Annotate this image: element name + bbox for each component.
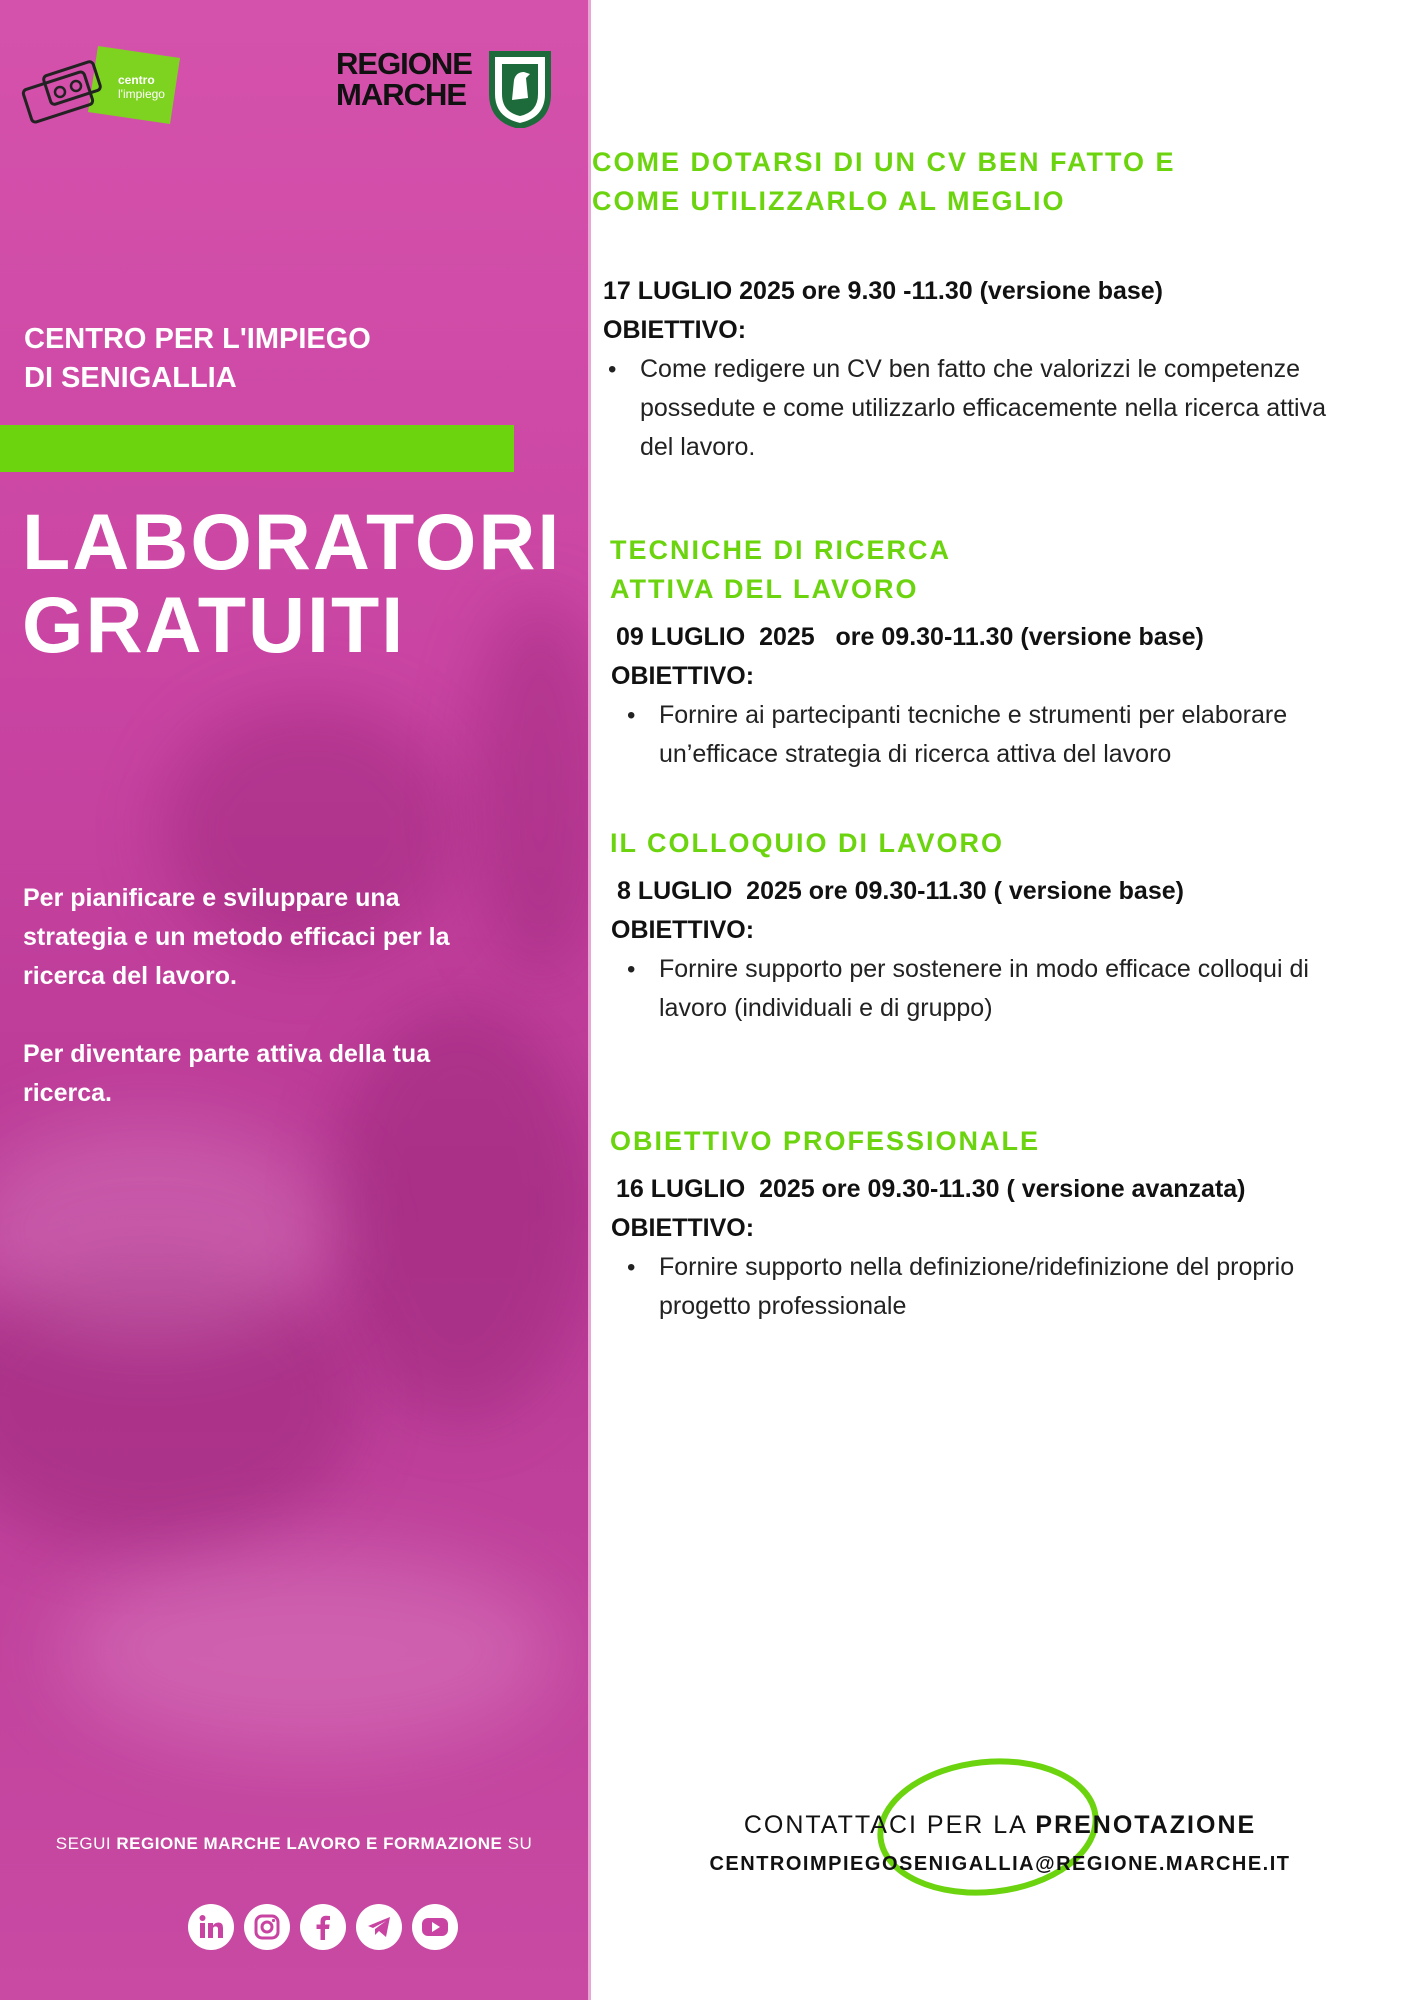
- section-1-bullet-text: Come redigere un CV ben fatto che valorizzi le competenze possedute e come utilizzarlo efficacemente nella ricerca attiva del lavoro.: [640, 355, 1326, 461]
- main-title: [22, 497, 582, 669]
- main-title-line2: GRATUITI: [22, 580, 406, 669]
- section-4-bullet: [627, 1248, 1379, 1326]
- section-1-title-line1: COME DOTARSI DI UN CV BEN FATTO E: [592, 147, 1176, 177]
- section-3-bullet: [627, 950, 1379, 1028]
- section-2-title: [610, 531, 951, 609]
- intro-paragraph-2: Per diventare parte attiva della tua ricerca.: [23, 1040, 431, 1107]
- section-2-bullet-text: Fornire ai partecipanti tecniche e strumenti per elaborare un’efficace strategia di ricerca attiva del lavoro: [659, 701, 1288, 768]
- bullet-dot-icon: •: [627, 1254, 636, 1281]
- regione-logo-line1: REGIONE: [336, 46, 472, 81]
- green-accent-bar: [0, 425, 514, 472]
- section-4-bullet-text: Fornire supporto nella definizione/ridefinizione del proprio progetto professionale: [659, 1253, 1295, 1320]
- center-name-line1: CENTRO PER L'IMPIEGO: [24, 323, 371, 355]
- contact-cta-prefix: CONTATTACI PER LA: [743, 1811, 1036, 1839]
- social-icons-row: [188, 1904, 458, 1950]
- svg-text:l'impiego: l'impiego: [118, 87, 165, 101]
- section-2-date: 09 LUGLIO 2025 ore 09.30-11.30 (versione base): [616, 623, 1204, 651]
- svg-text:centro: centro: [118, 73, 155, 87]
- section-3-date: 8 LUGLIO 2025 ore 09.30-11.30 ( versione base): [617, 877, 1184, 905]
- center-name: [24, 320, 544, 398]
- intro-paragraph-1: Per pianificare e sviluppare una strategia e un metodo efficaci per la ricerca del lavoro.: [23, 884, 450, 990]
- contact-email-link[interactable]: CENTROIMPIEGOSENIGALLIA@REGIONE.MARCHE.IT: [709, 1853, 1291, 1875]
- social-brand: REGIONE MARCHE LAVORO E FORMAZIONE: [116, 1834, 503, 1853]
- section-1-title: [592, 143, 1176, 221]
- left-panel: [0, 0, 588, 2000]
- bullet-dot-icon: •: [627, 702, 636, 729]
- regione-marche-logo: [336, 48, 558, 130]
- section-3-bullet-text: Fornire supporto per sostenere in modo efficace colloqui di lavoro (individuali e di gruppo): [659, 955, 1309, 1022]
- section-1-title-line2: COME UTILIZZARLO AL MEGLIO: [592, 186, 1066, 216]
- section-1-date: 17 LUGLIO 2025 ore 9.30 -11.30 (versione base): [603, 277, 1164, 305]
- section-3-objective-label: OBIETTIVO:: [611, 916, 755, 944]
- section-3-title-line1: IL COLLOQUIO DI LAVORO: [610, 828, 1004, 858]
- section-2-objective-label: OBIETTIVO:: [611, 662, 755, 690]
- section-4-title-line1: OBIETTIVO PROFESSIONALE: [610, 1126, 1041, 1156]
- bullet-dot-icon: •: [608, 356, 617, 383]
- section-4-date: 16 LUGLIO 2025 ore 09.30-11.30 ( versione avanzata): [616, 1175, 1246, 1203]
- social-follow-text: [0, 1834, 588, 1854]
- bullet-dot-icon: •: [627, 956, 636, 983]
- regione-logo-line2: MARCHE: [336, 77, 467, 112]
- centro-impiego-logo: [20, 40, 185, 132]
- social-suffix: SU: [507, 1834, 533, 1853]
- section-2-title-line2: ATTIVA DEL LAVORO: [610, 574, 919, 604]
- youtube-icon[interactable]: [412, 1904, 458, 1950]
- instagram-icon[interactable]: [244, 1904, 290, 1950]
- panel-divider: [588, 0, 591, 2000]
- facebook-icon[interactable]: [300, 1904, 346, 1950]
- section-1-bullet: [608, 350, 1340, 467]
- section-2-bullet: [627, 696, 1379, 774]
- regione-marche-shield-icon: [488, 50, 552, 128]
- contact-block: [680, 1755, 1320, 1900]
- main-title-line1: LABORATORI: [22, 497, 562, 586]
- section-4-title: [610, 1122, 1040, 1161]
- center-name-line2: DI SENIGALLIA: [24, 362, 237, 394]
- social-prefix: SEGUI: [55, 1834, 112, 1853]
- linkedin-icon[interactable]: [188, 1904, 234, 1950]
- contact-cta-bold: PRENOTAZIONE: [1035, 1811, 1257, 1839]
- contact-cta: [680, 1811, 1320, 1840]
- section-1-objective-label: OBIETTIVO:: [603, 316, 747, 344]
- telegram-icon[interactable]: [356, 1904, 402, 1950]
- section-2-title-line1: TECNICHE DI RICERCA: [610, 535, 952, 565]
- section-3-title: [610, 824, 1004, 863]
- section-4-objective-label: OBIETTIVO:: [611, 1214, 755, 1242]
